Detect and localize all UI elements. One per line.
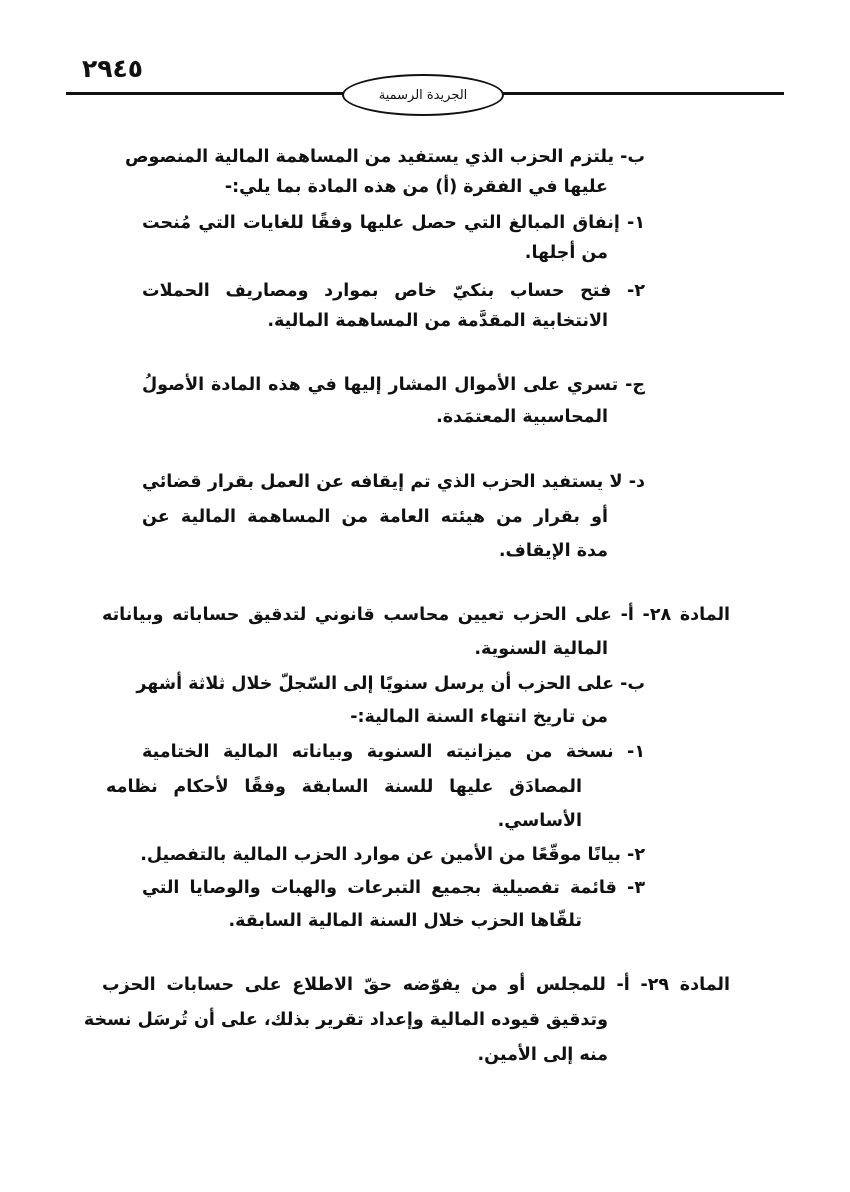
publication-title: الجريدة الرسمية (378, 87, 468, 103)
text-line: الأساسي. (497, 811, 582, 831)
text-line: مدة الإيقاف. (498, 541, 608, 561)
text-line: أو بقرار من هيئته العامة من المساهمة المالية عن (142, 507, 608, 527)
text-line: المصادَق عليها للسنة السابقة وفقًا لأحكام نظامه (106, 777, 582, 797)
text-line: ب- يلتزم الحزب الذي يستفيد من المساهمة المالية المنصوص (124, 147, 645, 167)
text-line: تلقّاها الحزب خلال السنة المالية السابقة. (228, 911, 582, 931)
text-line: ٢- فتح حساب بنكيّ خاص بموارد ومصاريف الحملات (142, 281, 645, 301)
text-line: ٣- قائمة تفصيلية بجميع التبرعات والهبات والوصايا التي (142, 878, 645, 898)
text-line: ج- تسري على الأموال المشار إليها في هذه المادة الأصولُ (142, 375, 645, 395)
text-line: المحاسبية المعتمَدة. (436, 407, 608, 427)
text-line: ١- نسخة من ميزانيته السنوية وبياناته المالية الختامية (142, 742, 645, 762)
text-line: من تاريخ انتهاء السنة المالية:- (350, 707, 608, 727)
text-line: ب- على الحزب أن يرسل سنويًا إلى السّجلّ خلال ثلاثة أشهر (136, 674, 645, 694)
text-line: المادة ٢٨- أ- على الحزب تعيين محاسب قانوني لتدقيق حساباته وبياناته (102, 605, 731, 625)
text-line: الانتخابية المقدَّمة من المساهمة المالية. (267, 311, 608, 331)
text-line: منه إلى الأمين. (477, 1045, 608, 1065)
text-line: من أجلها. (524, 243, 608, 263)
text-line: ٢- بيانًا موقّعًا من الأمين عن موارد الحزب المالية بالتفصيل. (140, 845, 645, 865)
text-line: ١- إنفاق المبالغ التي حصل عليها وفقًا للغايات التي مُنحت (142, 213, 645, 233)
page-number: ٢٩٤٥ (82, 54, 144, 83)
text-line: عليها في الفقرة (أ) من هذه المادة بما يلي:- (224, 177, 608, 197)
text-line: المادة ٢٩- أ- للمجلس أو من يفوّضه حقّ الاطلاع على حسابات الحزب (102, 975, 730, 995)
text-line: وتدقيق قيوده المالية وإعداد تقرير بذلك، على أن تُرسَل نسخة (83, 1010, 608, 1030)
text-line: المالية السنوية. (474, 639, 608, 659)
text-line: د- لا يستفيد الحزب الذي تم إيقافه عن العمل بقرار قضائي (142, 472, 645, 492)
